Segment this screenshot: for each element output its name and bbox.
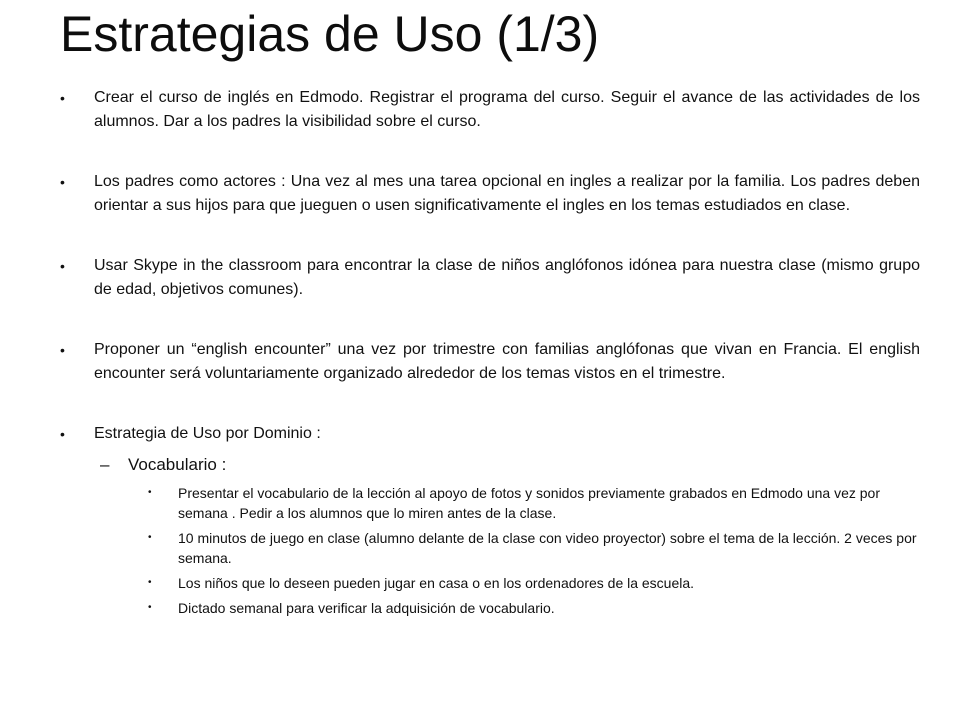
sub-bullet-item: [60, 573, 920, 593]
sub-bullet-text: Presentar el vocabulario de la lección al apoyo de fotos y sonidos previamente grabados en Edmodo una vez por semana . Pedir a los alumnos que lo miren antes de la clase.: [178, 485, 880, 521]
sub-bullet-text: 10 minutos de juego en clase (alumno delante de la clase con video proyector) sobre el tema de la lección. 2 veces por semana.: [178, 530, 917, 566]
bullet-marker: •: [60, 90, 65, 106]
bullet-item: [60, 170, 920, 218]
bullet-marker: •: [148, 602, 152, 613]
bullet-text: Usar Skype in the classroom para encontrar la clase de niños anglófonos idónea para nuestra clase (mismo grupo de edad, objetivos comunes).: [94, 257, 920, 298]
bullet-text: Los padres como actores : Una vez al mes una tarea opcional en ingles a realizar por la familia. Los padres deben orientar a sus hijos para que jueguen o usen significativamente el ingles en los temas estudiados en clase.: [94, 173, 920, 214]
bullet-item: [60, 422, 920, 446]
bullet-text: Estrategia de Uso por Dominio :: [94, 425, 321, 442]
bullet-marker: •: [60, 174, 65, 190]
sub-bullet-item: [60, 483, 920, 523]
sub-heading: [60, 453, 920, 477]
bullet-item: [60, 254, 920, 302]
bullet-marker: •: [60, 258, 65, 274]
bullet-item: [60, 338, 920, 386]
sub-bullet-text: Los niños que lo deseen pueden jugar en casa o en los ordenadores de la escuela.: [178, 575, 695, 591]
sub-bullet-item: [60, 598, 920, 618]
bullet-marker: •: [60, 342, 65, 358]
sub-bullet-text: Dictado semanal para verificar la adquisición de vocabulario.: [178, 600, 555, 616]
slide-content: [60, 86, 920, 618]
slide-title: Estrategias de Uso (1/3): [60, 6, 600, 62]
bullet-marker: •: [148, 577, 152, 588]
dash-marker: –: [100, 455, 110, 474]
bullet-marker: •: [148, 487, 152, 498]
bullet-marker: •: [148, 532, 152, 543]
bullet-text: Crear el curso de inglés en Edmodo. Registrar el programa del curso. Seguir el avance de las actividades de los alumnos. Dar a los padres la visibilidad sobre el curso.: [94, 89, 920, 130]
sub-heading-text: Vocabulario :: [128, 455, 227, 474]
sub-bullet-item: [60, 528, 920, 568]
bullet-item: [60, 86, 920, 134]
bullet-marker: •: [60, 426, 65, 442]
bullet-text: Proponer un “english encounter” una vez por trimestre con familias anglófonas que vivan en Francia. El english encounter será voluntariamente organizado alrededor de los temas vistos en el trimestre.: [94, 341, 920, 382]
